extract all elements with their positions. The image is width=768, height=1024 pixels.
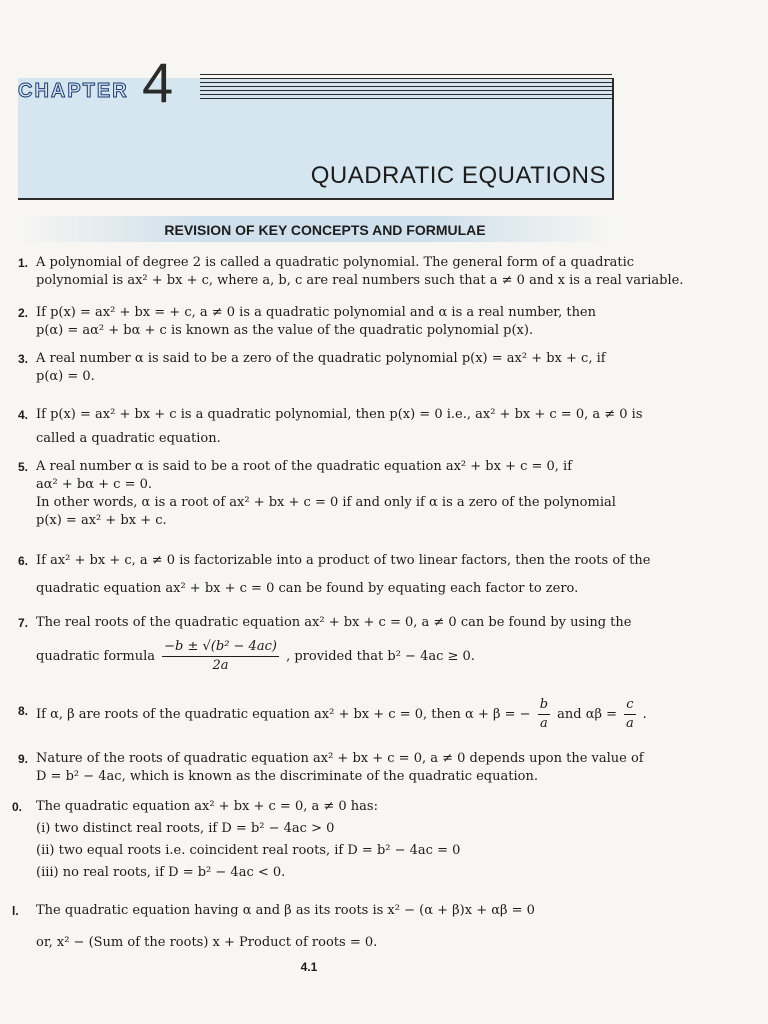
item-number: 5.	[18, 460, 29, 474]
item-line: (ii) two equal roots i.e. coincident real roots, if D = b² − 4ac = 0	[36, 843, 461, 858]
fraction-b-over-a	[538, 696, 550, 733]
item-formula-line	[36, 638, 636, 675]
item-text: If α, β are roots of the quadratic equation ax² + bx + c = 0, then α + β = −	[36, 707, 531, 722]
item-line: If p(x) = ax² + bx = + c, a ≠ 0 is a quadratic polynomial and α is a real number, then	[36, 305, 597, 320]
formula-suffix: , provided that b² − 4ac ≥ 0.	[286, 649, 475, 664]
item-text: .	[642, 707, 647, 722]
item-number: 0.	[12, 800, 23, 814]
item-line: p(α) = aα² + bα + c is known as the value of the quadratic polynomial p(x).	[36, 323, 534, 338]
item-line: In other words, α is a root of ax² + bx + c = 0 if and only if α is a zero of the polynomial	[36, 495, 616, 510]
fraction-denominator: a	[539, 716, 548, 731]
item-line: The quadratic equation having α and β as its roots is x² − (α + β)x + αβ = 0	[36, 903, 535, 918]
item-number: 9.	[18, 752, 29, 766]
item-number: 4.	[18, 408, 29, 422]
fraction-numerator: b	[538, 696, 550, 715]
formula-denominator: 2a	[212, 658, 229, 673]
item-line: Nature of the roots of quadratic equation ax² + bx + c = 0, a ≠ 0 depends upon the value of	[36, 751, 644, 766]
decorative-rule-lines	[200, 74, 612, 100]
chapter-label: CHAPTER	[18, 80, 129, 102]
item-number: 2.	[18, 306, 29, 320]
item-line: A polynomial of degree 2 is called a quadratic polynomial. The general form of a quadratic	[36, 255, 635, 270]
page-number: 4.1	[300, 960, 318, 974]
item-line: A real number α is said to be a zero of the quadratic polynomial p(x) = ax² + bx + c, if	[36, 351, 606, 366]
fraction-numerator: c	[624, 696, 635, 715]
item-line: If p(x) = ax² + bx + c is a quadratic polynomial, then p(x) = 0 i.e., ax² + bx + c = 0, a ≠ 0 is	[36, 407, 643, 422]
item-line: called a quadratic equation.	[36, 431, 221, 446]
chapter-number: 4	[142, 51, 174, 114]
item-number: 7.	[18, 616, 29, 630]
item-line: (iii) no real roots, if D = b² − 4ac < 0.	[36, 865, 286, 880]
item-line: p(α) = 0.	[36, 369, 95, 384]
fraction-denominator: a	[625, 716, 634, 731]
item-line: (i) two distinct real roots, if D = b² − 4ac > 0	[36, 821, 335, 836]
item-line: The quadratic equation ax² + bx + c = 0, a ≠ 0 has:	[36, 799, 378, 814]
item-line: aα² + bα + c = 0.	[36, 477, 152, 492]
item-number: 6.	[18, 554, 29, 568]
item-line: D = b² − 4ac, which is known as the discriminate of the quadratic equation.	[36, 769, 538, 784]
item-formula-line	[36, 696, 647, 733]
section-title: REVISION OF KEY CONCEPTS AND FORMULAE	[164, 222, 486, 238]
chapter-title: QUADRATIC EQUATIONS	[310, 162, 606, 189]
item-text: and αβ =	[557, 707, 618, 722]
item-number: 8.	[18, 704, 29, 718]
formula-prefix: quadratic formula	[36, 649, 155, 664]
item-line: If ax² + bx + c, a ≠ 0 is factorizable into a product of two linear factors, then the roots of the	[36, 553, 651, 568]
item-line: quadratic equation ax² + bx + c = 0 can be found by equating each factor to zero.	[36, 581, 579, 596]
item-line: p(x) = ax² + bx + c.	[36, 513, 167, 528]
quadratic-formula-fraction	[162, 638, 279, 675]
item-line: polynomial is ax² + bx + c, where a, b, c are real numbers such that a ≠ 0 and x is a real variable.	[36, 273, 684, 288]
item-line: A real number α is said to be a root of the quadratic equation ax² + bx + c = 0, if	[36, 459, 573, 474]
item-line: The real roots of the quadratic equation ax² + bx + c = 0, a ≠ 0 can be found by using the	[36, 615, 632, 630]
item-number: l.	[12, 904, 19, 918]
fraction-c-over-a	[624, 696, 635, 733]
formula-numerator: −b ± √(b² − 4ac)	[162, 638, 279, 657]
item-number: 3.	[18, 352, 29, 366]
item-line: or, x² − (Sum of the roots) x + Product of roots = 0.	[36, 935, 378, 950]
item-number: 1.	[18, 256, 29, 270]
